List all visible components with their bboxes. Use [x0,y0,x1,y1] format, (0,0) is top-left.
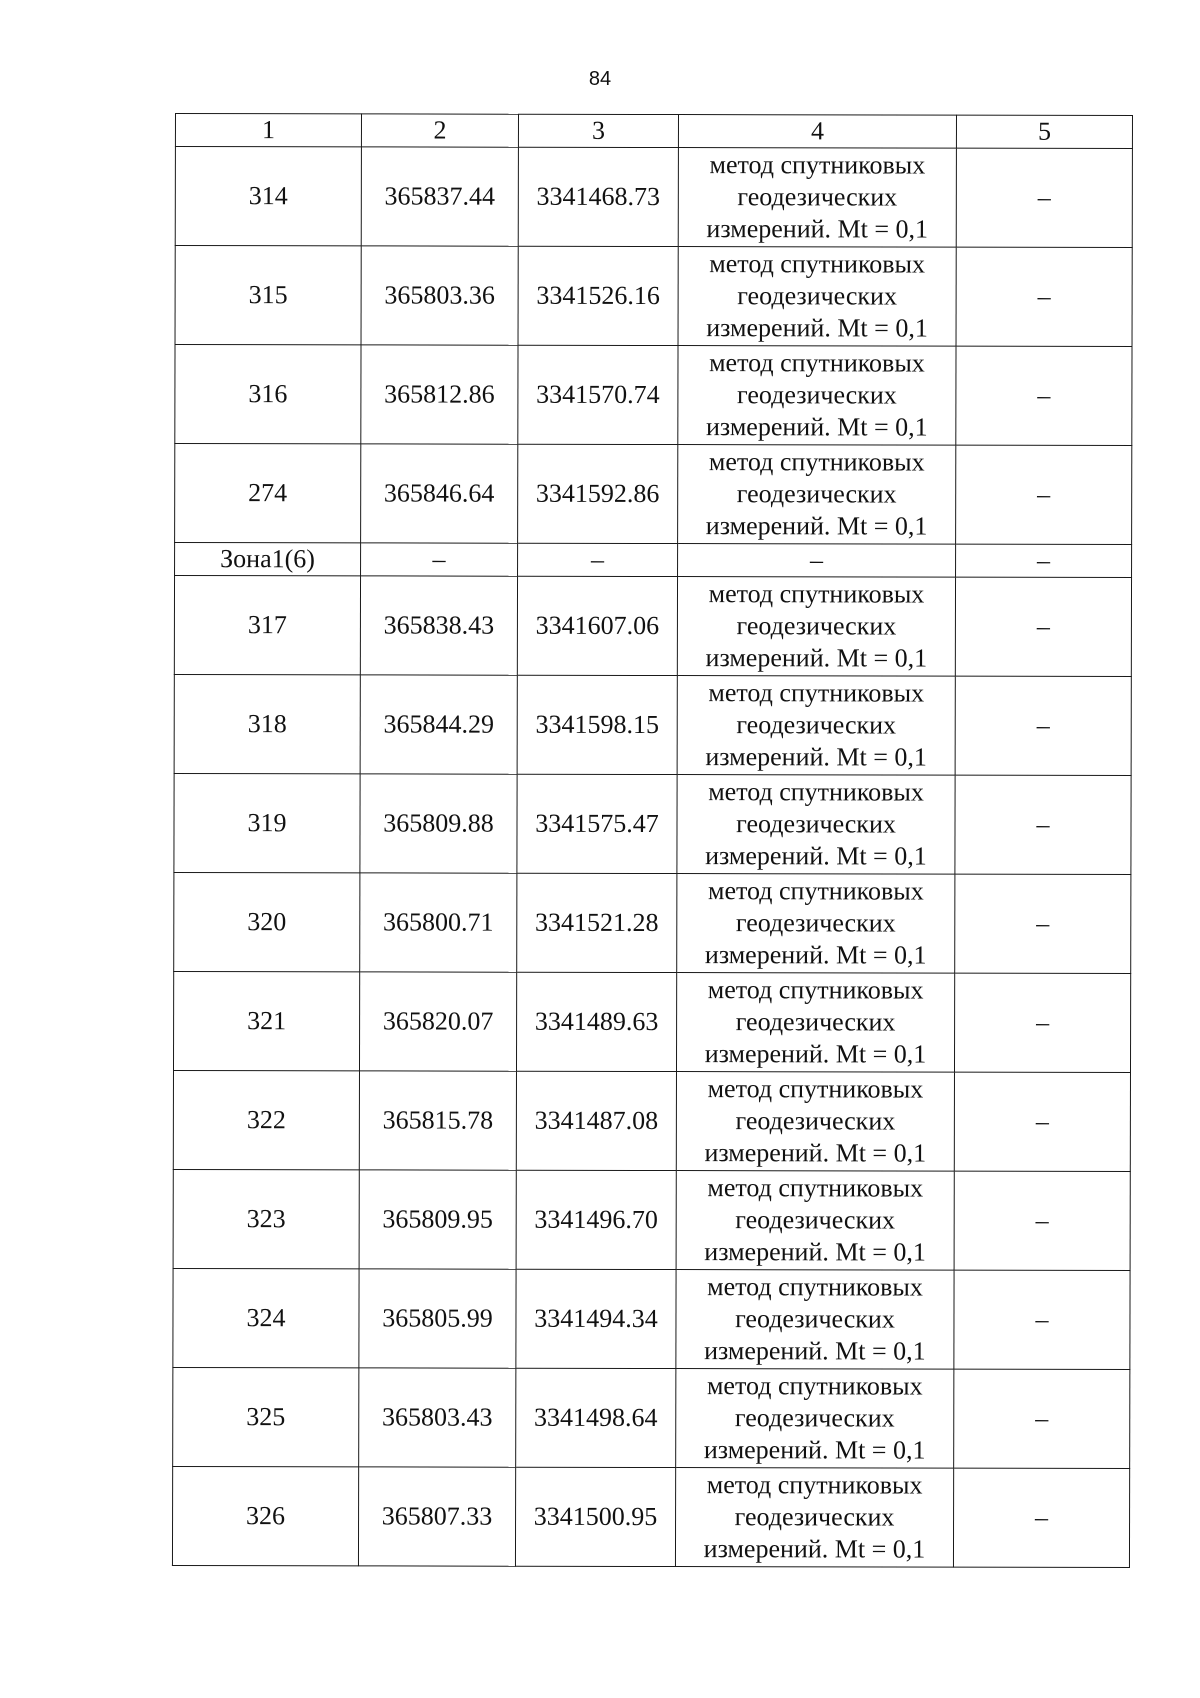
table-row [173,1367,1130,1468]
table-row [175,345,1132,446]
point-number-cell: 274 [175,444,361,543]
x-coordinate-cell: – [361,543,518,576]
note-cell: – [956,445,1132,544]
table-header-row [175,114,1132,149]
method-cell: метод спутниковых геодезических измерений. Mt = 0,1 [678,247,956,347]
x-coordinate-cell: 365812.86 [361,345,518,444]
x-coordinate-cell: 365803.36 [361,246,518,345]
table-row [173,1268,1130,1369]
page-number: 84 [588,68,612,90]
point-number-cell: 324 [173,1268,359,1367]
point-number-cell: 318 [174,674,360,773]
point-number-cell: 314 [175,147,361,246]
y-coordinate-cell: 3341487.08 [516,1071,676,1170]
x-coordinate-cell: 365807.33 [358,1467,515,1566]
table-row [174,773,1131,874]
point-number-cell: 322 [173,1070,359,1169]
note-cell: – [955,577,1131,676]
x-coordinate-cell: 365803.43 [359,1368,516,1467]
note-cell: – [954,1369,1130,1468]
y-coordinate-cell: 3341521.28 [517,873,677,972]
method-cell: метод спутниковых геодезических измерений. Mt = 0,1 [675,1468,953,1568]
x-coordinate-cell: 365820.07 [359,972,516,1071]
y-coordinate-cell: 3341607.06 [517,576,677,675]
table-row [174,576,1131,677]
note-cell: – [953,1468,1129,1567]
table-row [174,674,1131,775]
y-coordinate-cell: – [518,543,678,576]
note-cell: – [954,1171,1130,1270]
point-number-cell: 316 [175,345,361,444]
y-coordinate-cell: 3341496.70 [516,1170,676,1269]
x-coordinate-cell: 365844.29 [360,675,517,774]
note-cell: – [954,973,1130,1072]
note-cell: – [954,1072,1130,1171]
point-number-cell: 321 [173,971,359,1070]
note-cell: – [955,676,1131,775]
method-cell: метод спутниковых геодезических измерений. Mt = 0,1 [678,445,956,545]
method-cell: метод спутниковых геодезических измерений. Mt = 0,1 [678,346,956,446]
x-coordinate-cell: 365846.64 [361,444,518,543]
note-cell: – [954,1270,1130,1369]
point-number-cell: 320 [174,872,360,971]
x-coordinate-cell: 365805.99 [359,1269,516,1368]
method-cell: метод спутниковых геодезических измерений. Mt = 0,1 [678,148,956,248]
zone-label-cell: Зона1(6) [175,543,361,576]
x-coordinate-cell: 365815.78 [359,1071,516,1170]
coordinates-table [172,113,1133,1568]
y-coordinate-cell: 3341598.15 [517,675,677,774]
table-row [173,1169,1130,1270]
method-cell: – [678,544,956,578]
y-coordinate-cell: 3341468.73 [518,147,678,246]
y-coordinate-cell: 3341592.86 [518,444,678,543]
method-cell: метод спутниковых геодезических измерений. Mt = 0,1 [676,1270,954,1370]
y-coordinate-cell: 3341570.74 [518,345,678,444]
x-coordinate-cell: 365837.44 [361,147,518,246]
note-cell: – [956,148,1132,247]
note-cell: – [955,874,1131,973]
table-row [173,971,1130,1072]
table-row [174,872,1131,973]
method-cell: метод спутниковых геодезических измерений. Mt = 0,1 [677,577,955,677]
y-coordinate-cell: 3341500.95 [515,1467,675,1566]
note-cell: – [956,346,1132,445]
note-cell: – [956,544,1132,577]
method-cell: метод спутниковых геодезических измерений. Mt = 0,1 [677,775,955,875]
method-cell: метод спутниковых геодезических измерений. Mt = 0,1 [677,874,955,974]
point-number-cell: 319 [174,773,360,872]
method-cell: метод спутниковых геодезических измерений. Mt = 0,1 [676,1171,954,1271]
note-cell: – [956,247,1132,346]
table-row [175,246,1132,347]
method-cell: метод спутниковых геодезических измерений. Mt = 0,1 [676,1369,954,1469]
column-header: 1 [175,114,361,147]
y-coordinate-cell: 3341575.47 [517,774,677,873]
table-body [172,114,1132,1568]
table-row [175,147,1132,248]
note-cell: – [955,775,1131,874]
point-number-cell: 326 [172,1466,358,1565]
y-coordinate-cell: 3341498.64 [516,1368,676,1467]
x-coordinate-cell: 365809.95 [359,1170,516,1269]
point-number-cell: 317 [174,576,360,675]
column-header: 4 [678,115,956,149]
y-coordinate-cell: 3341489.63 [516,972,676,1071]
method-cell: метод спутниковых геодезических измерений. Mt = 0,1 [676,1072,954,1172]
column-header: 3 [518,114,678,147]
zone-row [175,543,1132,578]
column-header: 2 [361,114,518,147]
x-coordinate-cell: 365809.88 [360,774,517,873]
table-row [172,1466,1129,1567]
method-cell: метод спутниковых геодезических измерений. Mt = 0,1 [677,676,955,776]
point-number-cell: 315 [175,246,361,345]
column-header: 5 [956,115,1132,148]
y-coordinate-cell: 3341494.34 [516,1269,676,1368]
x-coordinate-cell: 365800.71 [360,873,517,972]
point-number-cell: 323 [173,1169,359,1268]
x-coordinate-cell: 365838.43 [360,576,517,675]
table-row [175,444,1132,545]
y-coordinate-cell: 3341526.16 [518,246,678,345]
table-row [173,1070,1130,1171]
method-cell: метод спутниковых геодезических измерений. Mt = 0,1 [676,973,954,1073]
point-number-cell: 325 [173,1367,359,1466]
